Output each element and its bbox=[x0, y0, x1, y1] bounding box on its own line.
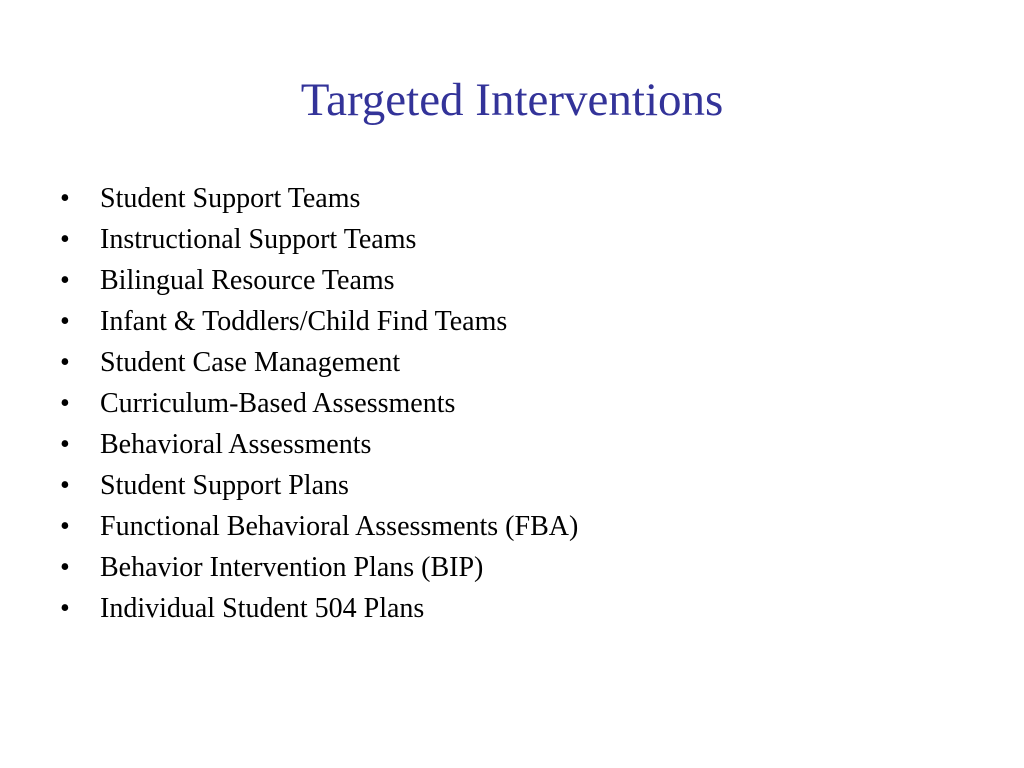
bullet-icon: • bbox=[60, 552, 70, 583]
bullet-icon: • bbox=[60, 183, 70, 214]
bullet-icon: • bbox=[60, 470, 70, 501]
bullet-icon: • bbox=[60, 347, 70, 378]
bullet-list bbox=[56, 178, 976, 629]
list-item-label: Student Support Plans bbox=[100, 470, 349, 501]
list-item-label: Behavioral Assessments bbox=[100, 429, 372, 460]
list-item-label: Individual Student 504 Plans bbox=[100, 593, 425, 624]
bullet-icon: • bbox=[60, 429, 70, 460]
list-item bbox=[56, 506, 976, 547]
list-item bbox=[56, 342, 976, 383]
list-item bbox=[56, 465, 976, 506]
list-item-label: Infant & Toddlers/Child Find Teams bbox=[100, 306, 508, 337]
list-item bbox=[56, 301, 976, 342]
bullet-icon: • bbox=[60, 593, 70, 624]
list-item bbox=[56, 547, 976, 588]
list-item-label: Behavior Intervention Plans (BIP) bbox=[100, 552, 484, 583]
bullet-icon: • bbox=[60, 265, 70, 296]
list-item-label: Curriculum-Based Assessments bbox=[100, 388, 456, 419]
list-item bbox=[56, 178, 976, 219]
list-item-label: Student Case Management bbox=[100, 347, 401, 378]
bullet-icon: • bbox=[60, 224, 70, 255]
slide-title: Targeted Interventions bbox=[300, 74, 724, 126]
list-item bbox=[56, 588, 976, 629]
list-item-label: Bilingual Resource Teams bbox=[100, 265, 395, 296]
list-item-label: Instructional Support Teams bbox=[100, 224, 417, 255]
bullet-icon: • bbox=[60, 306, 70, 337]
list-item-label: Student Support Teams bbox=[100, 183, 361, 214]
list-item bbox=[56, 219, 976, 260]
list-item bbox=[56, 383, 976, 424]
bullet-icon: • bbox=[60, 511, 70, 542]
bullet-icon: • bbox=[60, 388, 70, 419]
list-item-label: Functional Behavioral Assessments (FBA) bbox=[100, 511, 579, 542]
list-item bbox=[56, 260, 976, 301]
list-item bbox=[56, 424, 976, 465]
